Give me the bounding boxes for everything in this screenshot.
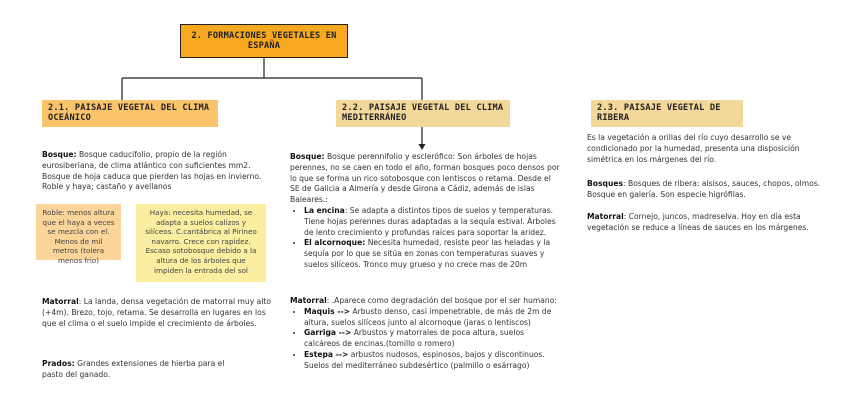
list-item-estepa: • Estepa --> arbustos nudosos, espinosos, bajos y discontinuos. Suelos del mediterráneo subdesértico (palmillo o esárrago) xyxy=(304,350,562,372)
branch-ribera-label: 2.3. PAISAJE VEGETAL DE RIBERA xyxy=(597,103,721,123)
mediterraneo-matorral-text: Matorral: .Aparece como degradación del bosque por el ser humano: • Maquis --> Arbusto denso, casi impenetrable, de más de 2m de altura, suelos silíceos junto al alcornoque (jaras o lentiscos) • Garriga --> Arbustos y matorrales de poca altura, suelos calcáreos de encinas.(tomillo o romero) • Estepa --> arbustos nudosos, espinosos, bajos y discontinuos. Suelos del mediterráneo subdesértico (palmillo o esárrago) xyxy=(290,296,562,372)
list-item-garriga: • Garriga --> Arbustos y matorrales de poca altura, suelos calcáreos de encinas.(tomillo o romero) xyxy=(304,328,562,350)
branch-oceanico[interactable] xyxy=(42,100,218,127)
oceanico-prados-text: Prados: Grandes extensiones de hierba para el pasto del ganado. xyxy=(42,359,225,379)
list-item-encina: • La encina: Se adapta a distintos tipos de suelos y temperaturas. Tiene hojas perennes duras adaptadas a la sequía estival. Árboles de lento crecimiento y profundas raíces para soportar la aridez. xyxy=(304,206,560,238)
main-topic-label: 2. FORMACIONES VEGETALES EN ESPAÑA xyxy=(191,31,337,51)
ribera-bosques-text: Bosques: Bosques de ribera: alsisos, sauces, chopos, olmos. Bosque en galería. Son especie higrófilas. xyxy=(587,179,821,199)
ribera-matorral-text: Matorral: Cornejo, juncos, madreselva. Hoy en día esta vegetación se reduce a líneas de sauces en los márgenes. xyxy=(587,212,809,232)
branch-mediterraneo-label: 2.2. PAISAJE VEGETAL DEL CLIMA MEDITERRÁNEO xyxy=(342,103,504,123)
branch-mediterraneo[interactable] xyxy=(336,100,510,127)
note-haya[interactable]: Haya: necesita humedad, se adapta a suelos calizos y silíceos. C.cantábrica al Pirineo navarro. Crece con rapidez. Escaso sotobosque debido a la altura de los árboles que impiden la entrada del sol xyxy=(136,204,266,282)
note-roble[interactable]: Roble: menos altura que el haya a veces se mezcla con el. Menos de mil metros (tolera menos frio) xyxy=(36,204,121,260)
mediterraneo-matorral-list xyxy=(290,307,562,372)
oceanico-matorral-text: Matorral: La landa, densa vegetación de matorral muy alto (+4m). Brezo, tojo, retama. Se desarrolla en lugares en los que el clima o el suelo impide el crecimiento de árboles. xyxy=(42,297,272,328)
branch-ribera[interactable] xyxy=(591,100,743,127)
list-item-alcornoque: • El alcornoque: Necesita humedad, resiste peor las heladas y la sequía por lo que se sitúa en zonas con temperaturas suaves y suelos silíceos. Tronco muy grueso y no crece mas de 20m xyxy=(304,238,560,270)
mediterraneo-bosque-text: Bosque: Bosque perennifolio y esclerófico: Son árboles de hojas perennes, no se caen en todo el año, forman bosques poco densos por lo que se forma un rico sotobosque con lentiscos o retama. Desde el SE de Galicia a Almería y desde Girona a Cádiz, además de islas Baleares.: • La encina: Se adapta a distintos tipos de suelos y temperaturas. Tiene hojas perennes duras adaptadas a la sequía estival. Árboles de lento crecimiento y profundas raíces para soportar la aridez. • El alcornoque: Necesita humedad, resiste peor las heladas y la sequía por lo que se sitúa en zonas con temperaturas suaves y suelos silíceos. Tronco muy grueso y no crece mas de 20m xyxy=(290,152,560,271)
oceanico-bosque-text: Bosque: Bosque caducifolio, propio de la región eurosiberiana, de clima atlántico con suficientes mm2. Bosque de hoja caduca que pierden las hojas en invierno. Roble y haya; castaño y avellanos xyxy=(42,150,262,192)
main-topic[interactable] xyxy=(180,24,348,58)
branch-oceanico-label: 2.1. PAISAJE VEGETAL DEL CLIMA OCEÁNICO xyxy=(48,103,210,123)
ribera-intro-text: Es la vegetación a orillas del río cuyo desarrollo se ve condicionado por la humedad, presenta una disposición simétrica en los márgenes del río. xyxy=(587,133,800,164)
mediterraneo-bosque-list xyxy=(290,206,560,271)
arrow-head-icon xyxy=(419,144,426,150)
list-item-maquis: • Maquis --> Arbusto denso, casi impenetrable, de más de 2m de altura, suelos silíceos junto al alcornoque (jaras o lentiscos) xyxy=(304,307,562,329)
